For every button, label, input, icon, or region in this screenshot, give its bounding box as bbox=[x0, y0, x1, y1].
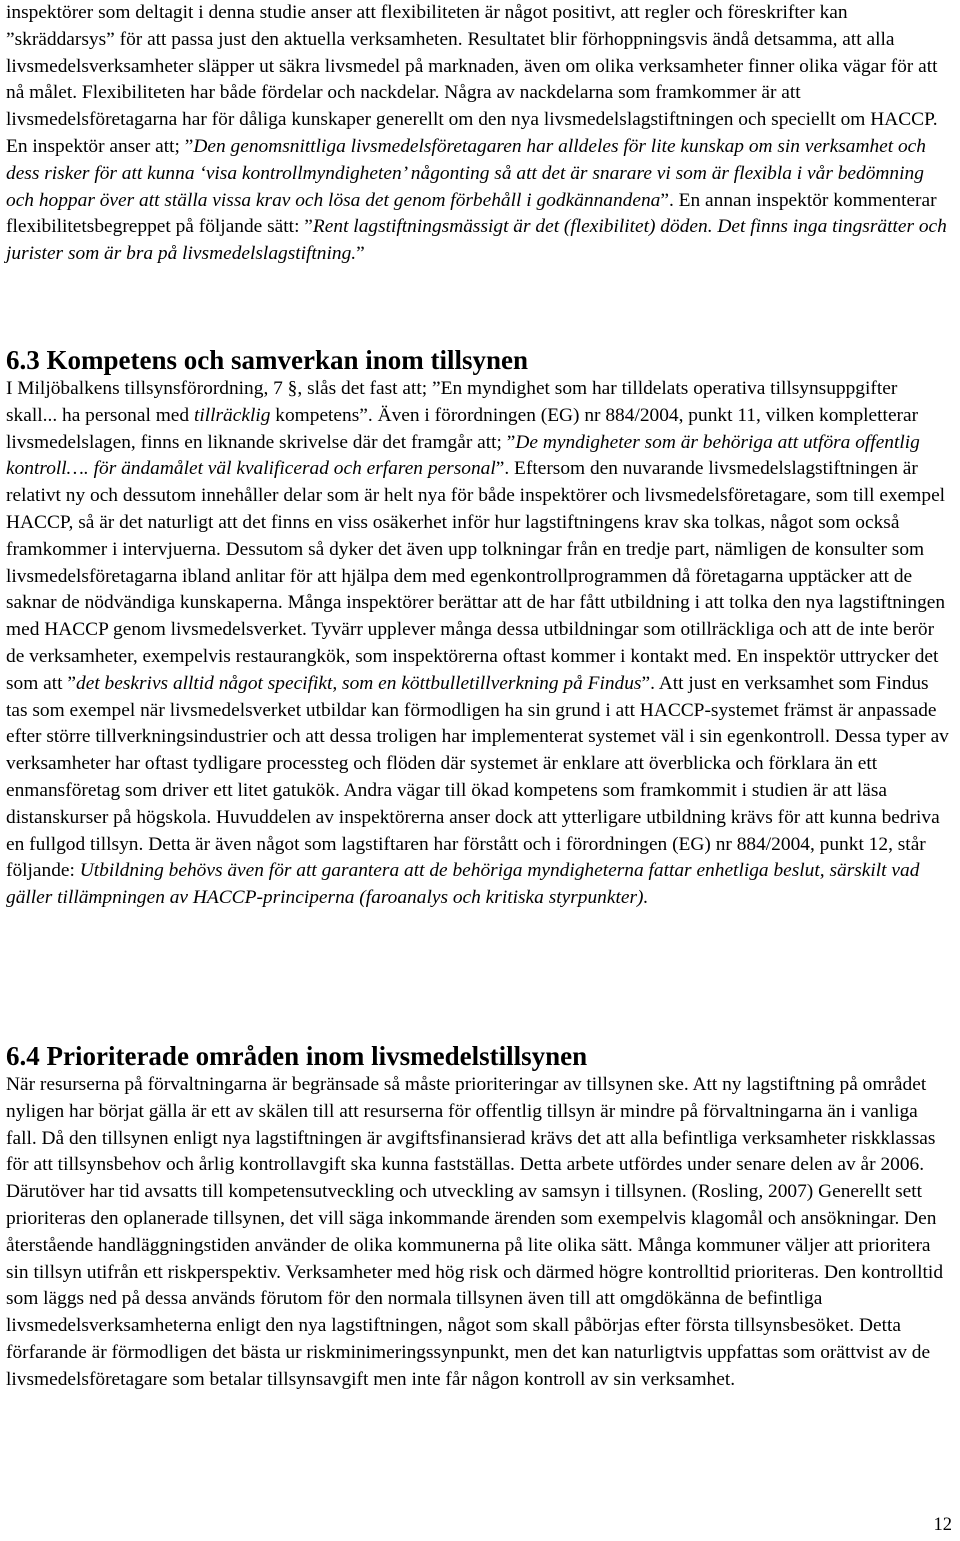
section-heading-6-4: 6.4 Prioriterade områden inom livsmedelstillsynen bbox=[6, 1041, 588, 1071]
text-run: kompetens”. Även i förordningen (EG) nr 884/2004, punkt 11, vilken kompletterar livsmedelslagen, finns en liknande skrivelse där det framgår att; ” bbox=[6, 404, 919, 453]
text-run: ”. En annan inspektör kommenterar flexibilitetsbegreppet på följande sätt: ” bbox=[6, 189, 937, 238]
intro-paragraph bbox=[6, 0, 951, 268]
text-run: I Miljöbalkens tillsynsförordning, 7 §, slås det fast att; ”En myndighet som har tilldelats operativa tillsynsuppgifter skall... ha personal med bbox=[6, 378, 898, 426]
text-run: ”. Eftersom den nuvarande livsmedelslagstiftningen är relativt ny och dessutom innehåller delar som är helt nya för både inspektörer och livsmedelsföretagare, som till exempel HACCP, så är det naturligt att det finns en viss osäkerhet inför hur lagstiftningens krav ska tolkas, något som också framkommer i intervjuerna. Dessutom så dyker det även upp tolkningar från en tredje part, nämligen de konsulter som livsmedelsföretagarna ibland anlitar för att hjälpa dem med egenkontrollprogrammen då företagarna upptäcker att de saknar de nödvändiga kunskaperna. Många inspektörer berättar att de har fått utbildning i att tolka den nya lagstiftningen med HACCP genom livsmedelsverket. Tyvärr upplever många dessa utbildningar som otillräckliga och att de inte berör de verksamheter, exempelvis restaurangkök, som inspektörerna oftast kommer i kontakt med. En inspektör uttrycker det som att ” bbox=[6, 458, 946, 694]
section-6-4 bbox=[6, 1040, 951, 1394]
section-6-3-paragraph bbox=[6, 376, 951, 912]
italic-text-run: det beskrivs alltid något specifikt, som en köttbulletillverkning på Findus bbox=[76, 672, 642, 694]
italic-text-run: Den genomsnittliga livsmedelsföretagaren har alldeles för lite kunskap om sin verksamhet och dess risker för att kunna ‘visa kontrollmyndigheten’ någonting så att det är snarare vi som är flexibla i vår bedömning och hoppar över att ställa vissa krav och lösa det genom förbehåll i godkännandena bbox=[6, 135, 926, 211]
intro-section bbox=[6, 0, 951, 268]
italic-text-run: Rent lagstiftningsmässigt är det (flexibilitet) döden. Det finns inga tingsrätter och jurister som är bra på livsmedelslagstiftning. bbox=[6, 216, 947, 265]
italic-text-run: De myndigheter som är behöriga att utföra offentlig kontroll…. för ändamålet väl kvalificerad och erfaren personal bbox=[6, 431, 920, 480]
page-number: 12 bbox=[933, 1515, 952, 1535]
italic-text-run: tillräcklig bbox=[193, 404, 271, 426]
section-6-4-paragraph bbox=[6, 1072, 951, 1394]
section-6-3 bbox=[6, 344, 951, 912]
italic-text-run: Utbildning behövs även för att garantera att de behöriga myndigheterna fattar enhetliga beslut, särskilt vad gäller tillämpningen av HACCP-principerna (faroanalys och kritiska styrpunkter). bbox=[6, 860, 920, 909]
text-run: När resurserna på förvaltningarna är begränsade så måste prioriteringar av tillsynen ske. Att ny lagstiftning på området nyligen har börjat gälla är ett av skälen till att resurserna för offentlig tillsyn är mindre på förvaltningarna än i vanliga fall. Då den tillsynen enligt nya lagstiftningen är avgiftsfinansierad krävs det att alla befintliga verksamheter riskklassas för att tillsynsbehov och årlig kontrollavgift ska kunna fastställas. Detta arbete utfördes under senare delen av år 2006. Därutöver har tid avsatts till kompetensutveckling och utveckling av samsyn i tillsynen. (Rosling, 2007) Generellt sett prioriteras den oplanerade tillsynen, det vill säga inkommande ärenden som exempelvis klagomål och ansökningar. Den återstående handläggningstiden använder de olika kommunerna på lite olika sätt. Många kommuner väljer att prioritera sin tillsyn utifrån ett riskperspektiv. Verksamheter med hög risk och därmed högre kontrolltid prioriteras. Den kontrolltid som läggs ned på dessa används förutom för den normala tillsynen även till att omgdökänna de befintliga livsmedelsverksamheterna enligt den nya lagstiftningen, något som skall påbörjas efter första tillsynsbesöket. Detta förfarande är förmodligen det bästa ur riskminimeringssynpunkt, men det kan naturligtvis uppfattas som orättvist av de livsmedelsföretagare som betalar tillsynsavgift men inte får någon kontroll av sin verksamhet. bbox=[6, 1074, 944, 1390]
text-run: ”. Att just en verksamhet som Findus tas som exempel när livsmedelsverket utbildar kan förmodligen ha sin grund i att HACCP-systemet främst är anpassade efter större tillverkningsindustrier och att dessa troligen har implementerat systemet väl i sin egenkontroll. Dessa typer av verksamheter har oftast tydligare processteg och flöden där systemet är enklare att överblicka och förklara än ett enmansföretag som driver ett litet gatukök. Andra vägar till ökad kompetens som framkommit i studien är att läsa distanskurser på högskola. Huvuddelen av inspektörerna anser dock att ytterligare utbildning krävs för att kunna bedriva en fullgod tillsyn. Detta är även något som lagstiftaren har förstått och i förordningen (EG) nr 884/2004, punkt 12, står följande: bbox=[6, 672, 949, 882]
section-heading-6-3: 6.3 Kompetens och samverkan inom tillsynen bbox=[6, 345, 529, 375]
text-run: ” bbox=[356, 243, 365, 265]
text-run: inspektörer som deltagit i denna studie anser att flexibiliteten är något positivt, att regler och föreskrifter kan ”skräddarsys” för att passa just den aktuella verksamheten. Resultatet blir förhoppningsvis ändå detsamma, att alla livsmedelsverksamheter släpper ut säkra livsmedel på marknaden, även om olika verksamheter finner olika vägar för att nå målet. Flexibiliteten har både fördelar och nackdelar. Några av nackdelarna som framkommer är att livsmedelsföretagarna har för dåliga kunskaper generellt om den nya livsmedelslagstiftningen och speciellt om HACCP. En inspektör anser att; ” bbox=[6, 2, 938, 157]
